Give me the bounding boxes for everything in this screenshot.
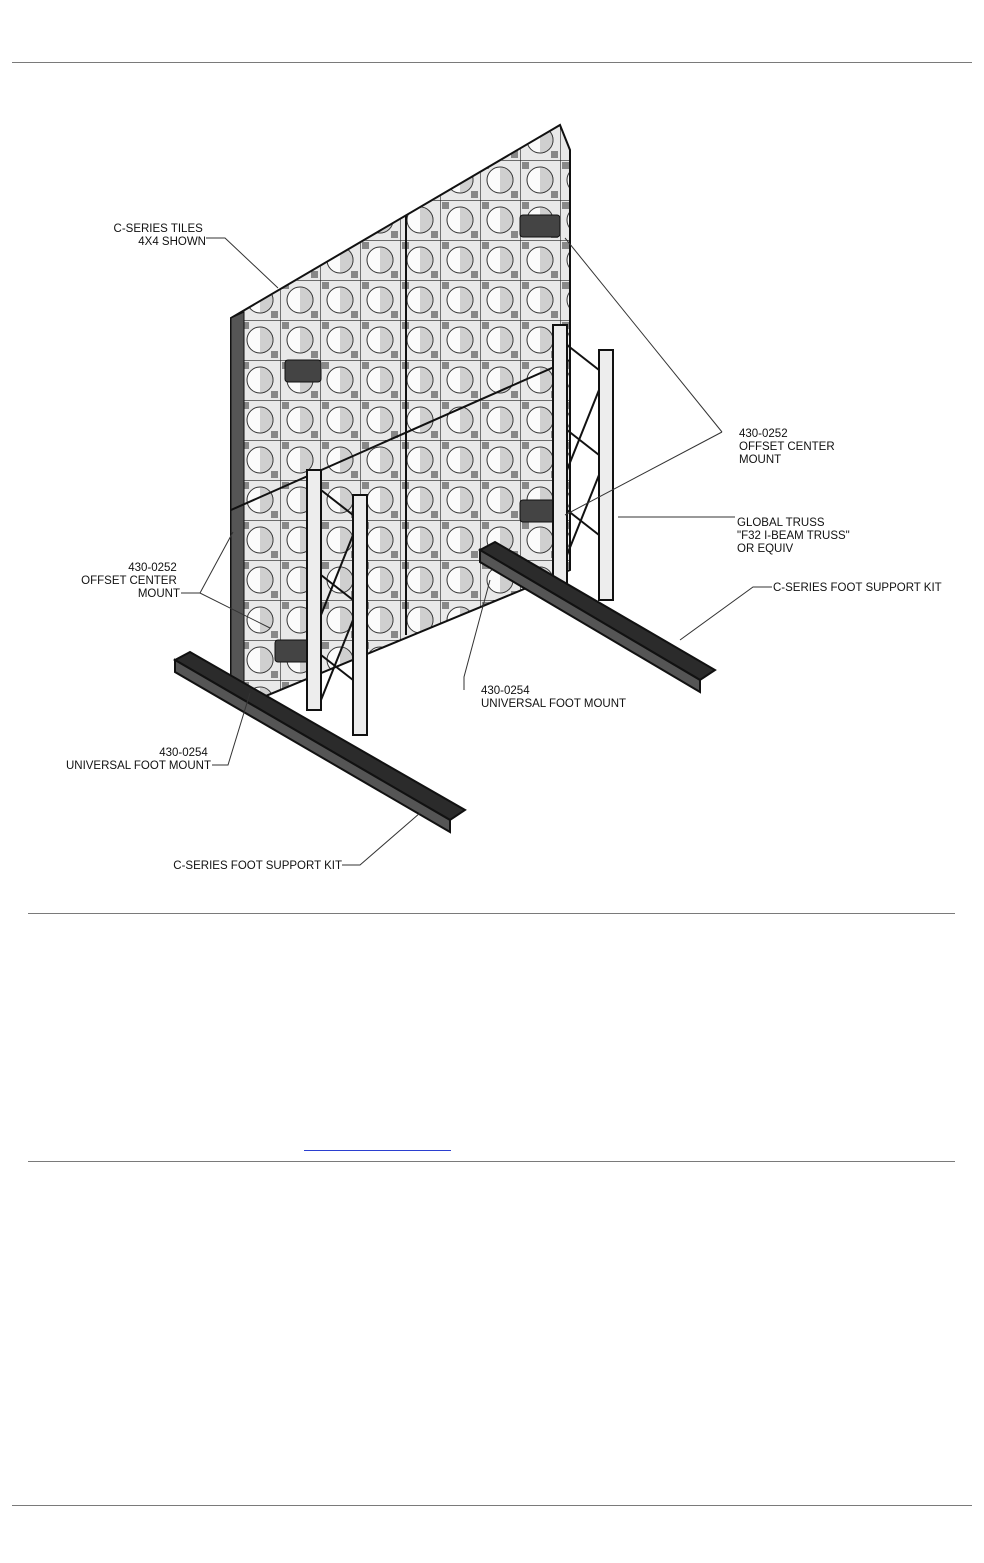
divider-lower: [28, 1161, 955, 1162]
callout-foot-mount-center: 430-0254 UNIVERSAL FOOT MOUNT: [481, 685, 627, 710]
callout-offset-mount-right: 430-0252 OFFSET CENTER MOUNT: [739, 428, 835, 466]
callout-foot-mount-left: 430-0254 UNIVERSAL FOOT MOUNT: [65, 747, 211, 772]
divider-under-drawing: [28, 913, 955, 914]
callout-foot-kit-right: C-SERIES FOOT SUPPORT KIT: [773, 582, 942, 594]
callout-offset-mount-left: 430-0252 OFFSET CENTER MOUNT: [81, 562, 180, 600]
hyperlink[interactable]: [304, 1134, 451, 1151]
callout-tiles: C-SERIES TILES 4X4 SHOWN: [113, 223, 206, 248]
bottom-divider: [12, 1505, 972, 1506]
truss-right: [553, 325, 613, 600]
tile-wall: [231, 125, 570, 705]
callout-truss: GLOBAL TRUSS "F32 I-BEAM TRUSS" OR EQUIV: [737, 517, 850, 555]
callout-foot-kit-bottom: C-SERIES FOOT SUPPORT KIT: [173, 860, 342, 872]
